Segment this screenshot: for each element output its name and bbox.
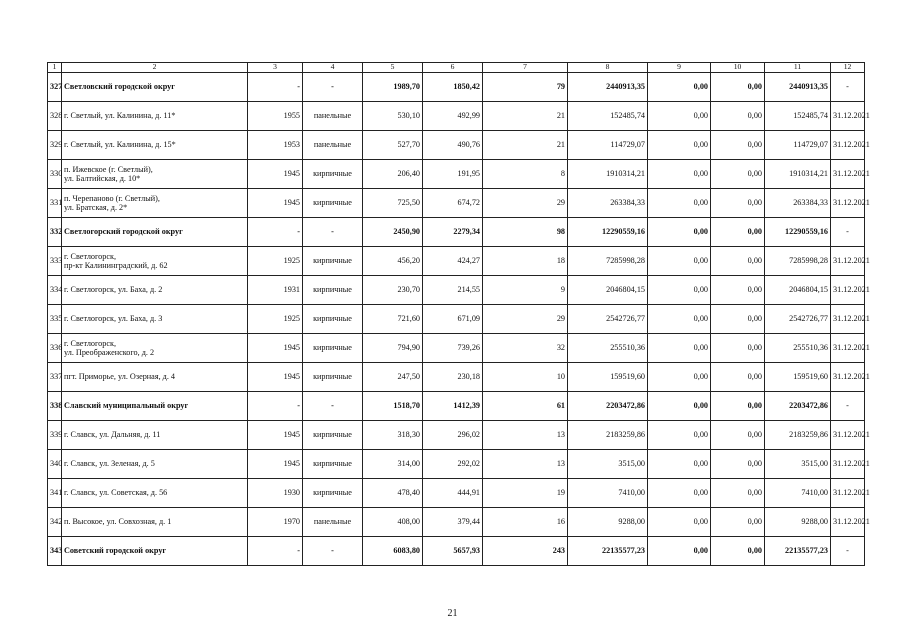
cost-fund: 0,00: [648, 102, 711, 131]
cost-other: 152485,74: [765, 102, 831, 131]
cost-total: 255510,36: [568, 334, 648, 363]
total-area: 721,60: [363, 305, 423, 334]
total-area: 527,70: [363, 131, 423, 160]
cost-budget: 0,00: [711, 102, 765, 131]
deadline-date: 31.12.2021: [831, 363, 865, 392]
row-index: 337: [48, 363, 62, 392]
living-area: 490,76: [423, 131, 483, 160]
living-area: 424,27: [423, 247, 483, 276]
build-year: 1945: [248, 160, 303, 189]
cost-fund: 0,00: [648, 479, 711, 508]
row-index: 335: [48, 305, 62, 334]
living-area: 1850,42: [423, 73, 483, 102]
cost-other: 2183259,86: [765, 421, 831, 450]
build-year: 1945: [248, 334, 303, 363]
build-year: -: [248, 537, 303, 566]
row-name: пгт. Приморье, ул. Озерная, д. 4: [62, 363, 248, 392]
cost-budget: 0,00: [711, 160, 765, 189]
col-header: 6: [423, 63, 483, 73]
table-row: [48, 160, 865, 189]
cost-other: 22135577,23: [765, 537, 831, 566]
living-area: 2279,34: [423, 218, 483, 247]
residents-count: 21: [483, 102, 568, 131]
row-name: Советский городской округ: [62, 537, 248, 566]
row-name: г. Славск, ул. Зеленая, д. 5: [62, 450, 248, 479]
row-name: г. Славск, ул. Дальняя, д. 11: [62, 421, 248, 450]
wall-type: -: [303, 392, 363, 421]
row-index: 336: [48, 334, 62, 363]
cost-other: 7285998,28: [765, 247, 831, 276]
cost-fund: 0,00: [648, 276, 711, 305]
page-number: 21: [447, 608, 458, 619]
cost-total: 9288,00: [568, 508, 648, 537]
table-row: [48, 189, 865, 218]
cost-other: 114729,07: [765, 131, 831, 160]
residents-count: 21: [483, 131, 568, 160]
cost-other: 1910314,21: [765, 160, 831, 189]
cost-budget: 0,00: [711, 73, 765, 102]
residents-count: 61: [483, 392, 568, 421]
deadline-date: 31.12.2021: [831, 508, 865, 537]
cost-budget: 0,00: [711, 537, 765, 566]
col-header: 3: [248, 63, 303, 73]
table-row: [48, 334, 865, 363]
total-area: 794,90: [363, 334, 423, 363]
cost-total: 7410,00: [568, 479, 648, 508]
table-row: [48, 247, 865, 276]
deadline-date: 31.12.2021: [831, 305, 865, 334]
col-header: 1: [48, 63, 62, 73]
total-area: 530,10: [363, 102, 423, 131]
col-header: 10: [711, 63, 765, 73]
wall-type: -: [303, 218, 363, 247]
cost-total: 2046804,15: [568, 276, 648, 305]
residents-count: 13: [483, 450, 568, 479]
build-year: -: [248, 218, 303, 247]
cost-budget: 0,00: [711, 131, 765, 160]
cost-other: 9288,00: [765, 508, 831, 537]
cost-budget: 0,00: [711, 363, 765, 392]
wall-type: кирпичные: [303, 363, 363, 392]
build-year: 1970: [248, 508, 303, 537]
wall-type: кирпичные: [303, 276, 363, 305]
total-area: 318,30: [363, 421, 423, 450]
row-name: г. Светлогорск, пр-кт Калининградский, д. 62: [62, 247, 248, 276]
residents-count: 243: [483, 537, 568, 566]
row-name: Славский муниципальный округ: [62, 392, 248, 421]
row-index: 331: [48, 189, 62, 218]
row-index: 341: [48, 479, 62, 508]
row-name: Светлогорский городской округ: [62, 218, 248, 247]
build-year: 1953: [248, 131, 303, 160]
residents-count: 29: [483, 189, 568, 218]
wall-type: кирпичные: [303, 450, 363, 479]
living-area: 379,44: [423, 508, 483, 537]
total-area: 1989,70: [363, 73, 423, 102]
residents-count: 8: [483, 160, 568, 189]
deadline-date: 31.12.2021: [831, 334, 865, 363]
row-name: г. Светлогорск, ул. Преображенского, д. 2: [62, 334, 248, 363]
cost-total: 152485,74: [568, 102, 648, 131]
living-area: 492,99: [423, 102, 483, 131]
cost-fund: 0,00: [648, 131, 711, 160]
table-row: [48, 363, 865, 392]
wall-type: кирпичные: [303, 305, 363, 334]
row-name: г. Светлогорск, ул. Баха, д. 3: [62, 305, 248, 334]
cost-other: 263384,33: [765, 189, 831, 218]
row-index: 329: [48, 131, 62, 160]
cost-budget: 0,00: [711, 450, 765, 479]
row-index: 333: [48, 247, 62, 276]
row-name: г. Светлый, ул. Калинина, д. 15*: [62, 131, 248, 160]
cost-budget: 0,00: [711, 508, 765, 537]
living-area: 444,91: [423, 479, 483, 508]
cost-other: 2542726,77: [765, 305, 831, 334]
cost-total: 1910314,21: [568, 160, 648, 189]
living-area: 292,02: [423, 450, 483, 479]
cost-total: 22135577,23: [568, 537, 648, 566]
row-index: 334: [48, 276, 62, 305]
group-total-row: [48, 73, 865, 102]
build-year: 1930: [248, 479, 303, 508]
living-area: 674,72: [423, 189, 483, 218]
wall-type: кирпичные: [303, 247, 363, 276]
cost-total: 2542726,77: [568, 305, 648, 334]
row-name: п. Высокое, ул. Совхозная, д. 1: [62, 508, 248, 537]
row-index: 328: [48, 102, 62, 131]
living-area: 671,09: [423, 305, 483, 334]
cost-total: 12290559,16: [568, 218, 648, 247]
cost-other: 159519,60: [765, 363, 831, 392]
wall-type: панельные: [303, 508, 363, 537]
deadline-date: 31.12.2021: [831, 247, 865, 276]
deadline-date: -: [831, 537, 865, 566]
residents-count: 9: [483, 276, 568, 305]
cost-budget: 0,00: [711, 218, 765, 247]
total-area: 408,00: [363, 508, 423, 537]
cost-total: 2203472,86: [568, 392, 648, 421]
deadline-date: -: [831, 73, 865, 102]
deadline-date: 31.12.2021: [831, 450, 865, 479]
residents-count: 19: [483, 479, 568, 508]
build-year: -: [248, 392, 303, 421]
build-year: 1955: [248, 102, 303, 131]
total-area: 2450,90: [363, 218, 423, 247]
cost-other: 2440913,35: [765, 73, 831, 102]
wall-type: -: [303, 537, 363, 566]
living-area: 1412,39: [423, 392, 483, 421]
col-header: 9: [648, 63, 711, 73]
cost-total: 2183259,86: [568, 421, 648, 450]
deadline-date: 31.12.2021: [831, 421, 865, 450]
cost-fund: 0,00: [648, 247, 711, 276]
cost-other: 7410,00: [765, 479, 831, 508]
table-row: [48, 421, 865, 450]
residents-count: 32: [483, 334, 568, 363]
col-header: 8: [568, 63, 648, 73]
total-area: 478,40: [363, 479, 423, 508]
wall-type: панельные: [303, 131, 363, 160]
cost-budget: 0,00: [711, 479, 765, 508]
cost-fund: 0,00: [648, 334, 711, 363]
wall-type: панельные: [303, 102, 363, 131]
cost-budget: 0,00: [711, 392, 765, 421]
cost-fund: 0,00: [648, 160, 711, 189]
cost-fund: 0,00: [648, 218, 711, 247]
residents-count: 16: [483, 508, 568, 537]
deadline-date: 31.12.2021: [831, 276, 865, 305]
residents-count: 13: [483, 421, 568, 450]
row-index: 343: [48, 537, 62, 566]
total-area: 206,40: [363, 160, 423, 189]
residents-count: 29: [483, 305, 568, 334]
cost-fund: 0,00: [648, 392, 711, 421]
wall-type: кирпичные: [303, 421, 363, 450]
living-area: 5657,93: [423, 537, 483, 566]
cost-budget: 0,00: [711, 189, 765, 218]
row-index: 342: [48, 508, 62, 537]
deadline-date: 31.12.2021: [831, 131, 865, 160]
housing-table: [47, 62, 870, 566]
row-name: г. Славск, ул. Советская, д. 56: [62, 479, 248, 508]
cost-other: 2046804,15: [765, 276, 831, 305]
table-row: [48, 102, 865, 131]
row-name: п. Черепаново (г. Светлый), ул. Братская, д. 2*: [62, 189, 248, 218]
deadline-date: 31.12.2021: [831, 189, 865, 218]
col-header: 11: [765, 63, 831, 73]
total-area: 456,20: [363, 247, 423, 276]
total-area: 314,00: [363, 450, 423, 479]
living-area: 191,95: [423, 160, 483, 189]
build-year: 1945: [248, 363, 303, 392]
table-row: [48, 276, 865, 305]
total-area: 230,70: [363, 276, 423, 305]
table-row: [48, 508, 865, 537]
cost-budget: 0,00: [711, 305, 765, 334]
row-name: п. Ижевское (г. Светлый), ул. Балтийская, д. 10*: [62, 160, 248, 189]
cost-total: 7285998,28: [568, 247, 648, 276]
build-year: 1945: [248, 421, 303, 450]
group-total-row: [48, 218, 865, 247]
wall-type: кирпичные: [303, 189, 363, 218]
row-index: 330: [48, 160, 62, 189]
col-header: 5: [363, 63, 423, 73]
row-name: г. Светлогорск, ул. Баха, д. 2: [62, 276, 248, 305]
residents-count: 79: [483, 73, 568, 102]
cost-budget: 0,00: [711, 276, 765, 305]
group-total-row: [48, 392, 865, 421]
cost-total: 3515,00: [568, 450, 648, 479]
table-row: [48, 479, 865, 508]
cost-budget: 0,00: [711, 247, 765, 276]
cost-fund: 0,00: [648, 537, 711, 566]
cost-budget: 0,00: [711, 421, 765, 450]
deadline-date: 31.12.2021: [831, 479, 865, 508]
build-year: 1925: [248, 247, 303, 276]
residents-count: 98: [483, 218, 568, 247]
wall-type: кирпичные: [303, 334, 363, 363]
cost-fund: 0,00: [648, 73, 711, 102]
col-header: 7: [483, 63, 568, 73]
cost-other: 2203472,86: [765, 392, 831, 421]
table-row: [48, 305, 865, 334]
cost-fund: 0,00: [648, 363, 711, 392]
col-header: 12: [831, 63, 865, 73]
row-index: 338: [48, 392, 62, 421]
living-area: 230,18: [423, 363, 483, 392]
cost-fund: 0,00: [648, 421, 711, 450]
cost-fund: 0,00: [648, 508, 711, 537]
living-area: 214,55: [423, 276, 483, 305]
group-total-row: [48, 537, 865, 566]
cost-total: 2440913,35: [568, 73, 648, 102]
deadline-date: 31.12.2021: [831, 160, 865, 189]
table-row: [48, 450, 865, 479]
cost-other: 3515,00: [765, 450, 831, 479]
build-year: 1925: [248, 305, 303, 334]
build-year: -: [248, 73, 303, 102]
table-row: [48, 131, 865, 160]
build-year: 1945: [248, 450, 303, 479]
cost-total: 263384,33: [568, 189, 648, 218]
deadline-date: -: [831, 392, 865, 421]
deadline-date: 31.12.2021: [831, 102, 865, 131]
cost-other: 12290559,16: [765, 218, 831, 247]
row-index: 332: [48, 218, 62, 247]
row-index: 327: [48, 73, 62, 102]
total-area: 6083,80: [363, 537, 423, 566]
wall-type: кирпичные: [303, 479, 363, 508]
wall-type: кирпичные: [303, 160, 363, 189]
cost-total: 114729,07: [568, 131, 648, 160]
cost-total: 159519,60: [568, 363, 648, 392]
row-name: Светловский городской округ: [62, 73, 248, 102]
col-header: 2: [62, 63, 248, 73]
column-number-row: [48, 63, 865, 73]
row-index: 340: [48, 450, 62, 479]
build-year: 1945: [248, 189, 303, 218]
col-header: 4: [303, 63, 363, 73]
cost-budget: 0,00: [711, 334, 765, 363]
residents-count: 10: [483, 363, 568, 392]
row-index: 339: [48, 421, 62, 450]
cost-fund: 0,00: [648, 305, 711, 334]
row-name: г. Светлый, ул. Калинина, д. 11*: [62, 102, 248, 131]
cost-fund: 0,00: [648, 450, 711, 479]
build-year: 1931: [248, 276, 303, 305]
living-area: 296,02: [423, 421, 483, 450]
deadline-date: -: [831, 218, 865, 247]
cost-other: 255510,36: [765, 334, 831, 363]
total-area: 725,50: [363, 189, 423, 218]
living-area: 739,26: [423, 334, 483, 363]
wall-type: -: [303, 73, 363, 102]
total-area: 1518,70: [363, 392, 423, 421]
total-area: 247,50: [363, 363, 423, 392]
residents-count: 18: [483, 247, 568, 276]
cost-fund: 0,00: [648, 189, 711, 218]
